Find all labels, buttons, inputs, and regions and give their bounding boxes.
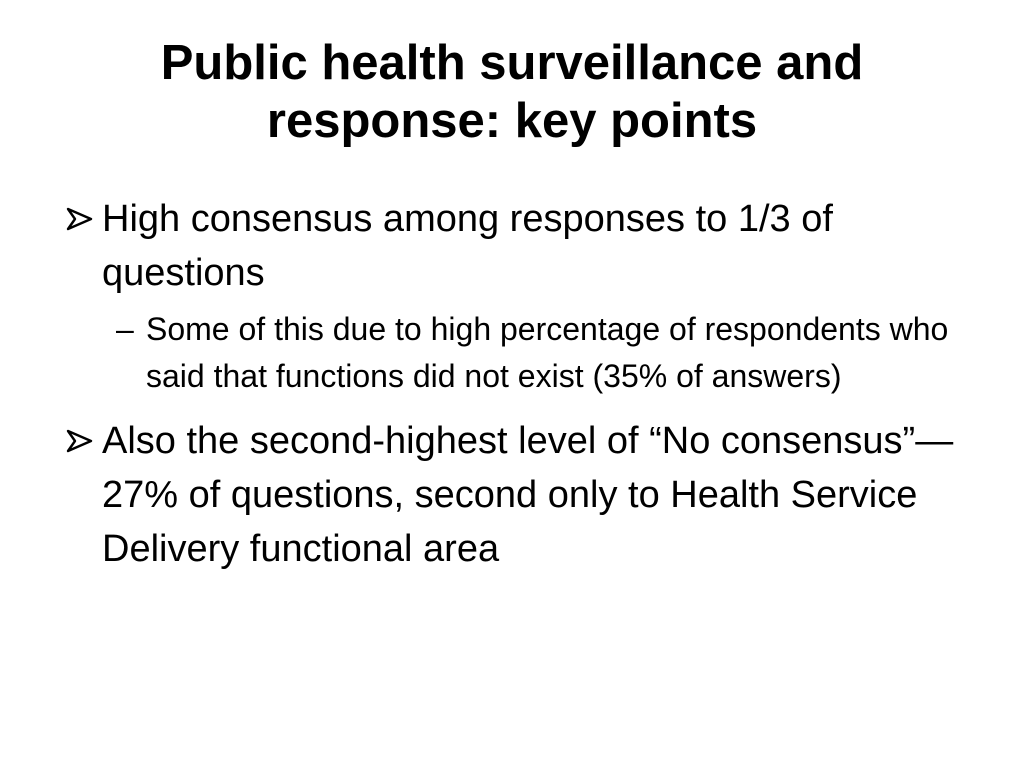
sub-bullet-list [102, 306, 962, 400]
bullet-text: Also the second-highest level of “No consensus”—27% of questions, second only to Health Service Delivery functional area [102, 420, 954, 570]
arrow-bullet-icon [62, 414, 98, 468]
sub-bullet-text: Some of this due to high percentage of respondents who said that functions did not exist (35% of answers) [146, 311, 949, 394]
bullet-item [62, 192, 962, 400]
sub-bullet-item [102, 306, 962, 400]
slide-title: Public health surveillance and response: key points [160, 36, 864, 148]
bullet-text: High consensus among responses to 1/3 of questions [102, 198, 833, 294]
arrow-bullet-icon [62, 192, 98, 246]
dash-marker: – [116, 311, 134, 347]
bullet-item [62, 414, 962, 576]
bullet-list [62, 192, 962, 576]
